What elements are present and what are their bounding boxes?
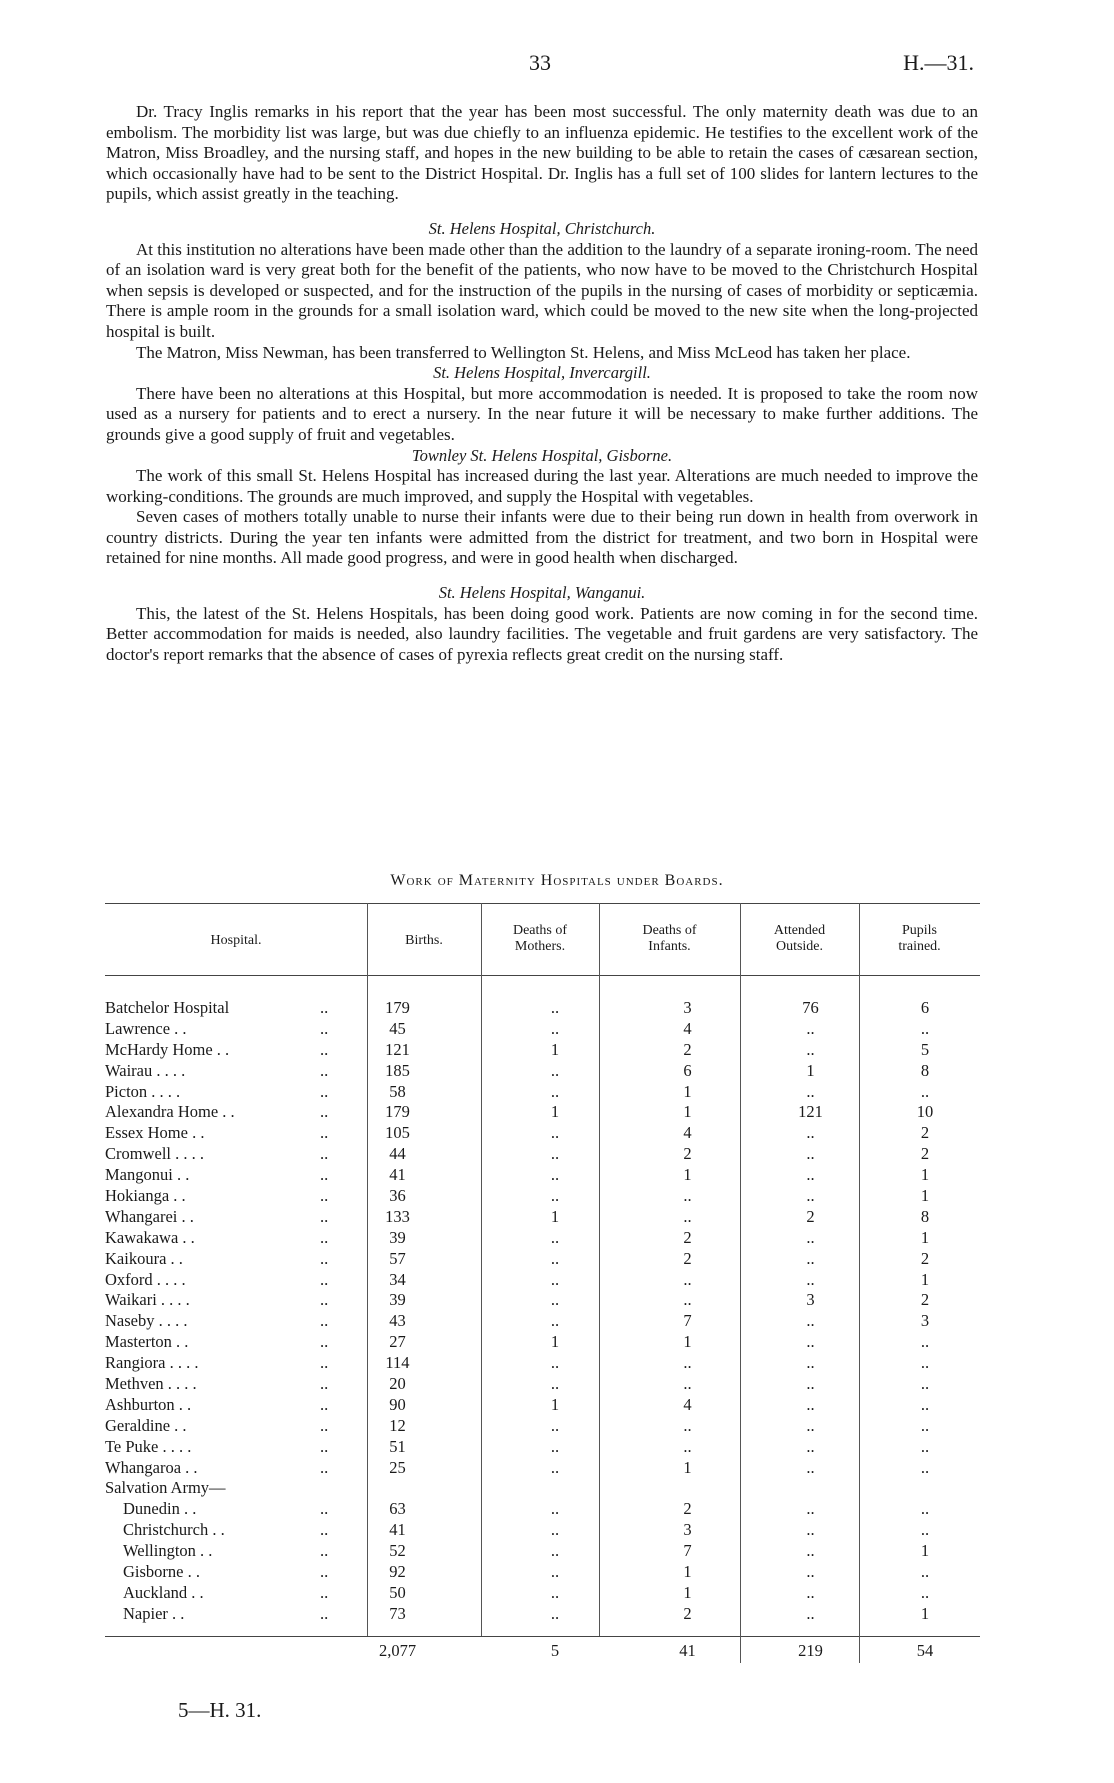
cell-deaths-mothers: 1 — [550, 1332, 560, 1352]
cell-pupils-trained: .. — [920, 1582, 930, 1602]
row-leader-dots: .. — [320, 1227, 329, 1247]
table-row — [105, 1458, 980, 1479]
cell-attended-outside: .. — [806, 1436, 815, 1456]
cell-attended-outside: .. — [806, 1081, 815, 1101]
document-code: H.—31. — [903, 50, 974, 75]
cell-pupils-trained: 1 — [920, 1227, 930, 1247]
cell-deaths-mothers: .. — [550, 1018, 560, 1038]
cell-births: 45 — [389, 1018, 406, 1038]
cell-attended-outside: 3 — [806, 1290, 815, 1310]
table-title: Work of Maternity Hospitals under Boards. — [390, 872, 724, 889]
cell-hospital-name: Salvation Army— — [105, 1478, 226, 1498]
total-births: 2,077 — [378, 1641, 417, 1660]
cell-pupils-trained: 1 — [920, 1186, 930, 1206]
col-header-line: Outside. — [775, 939, 824, 954]
cell-births: 12 — [389, 1415, 406, 1435]
cell-births: 179 — [385, 1102, 410, 1122]
col-header-line: Attended — [773, 923, 826, 938]
page-number: 33 — [529, 50, 551, 75]
table-row — [105, 1082, 980, 1103]
row-leader-dots: .. — [320, 1039, 329, 1059]
cell-pupils-trained: .. — [920, 1018, 930, 1038]
col-header-line: Mothers. — [514, 939, 566, 954]
cell-deaths-mothers: .. — [550, 1415, 560, 1435]
col-header-deaths-mothers — [481, 923, 599, 955]
table-body — [105, 998, 980, 1625]
cell-pupils-trained: .. — [920, 1436, 930, 1456]
cell-hospital-name: Gisborne . . — [123, 1562, 200, 1582]
cell-deaths-mothers: .. — [550, 1603, 560, 1623]
cell-pupils-trained: .. — [920, 1499, 930, 1519]
cell-pupils-trained: 1 — [920, 1541, 930, 1561]
cell-births: 92 — [389, 1562, 406, 1582]
row-leader-dots: .. — [320, 1206, 329, 1226]
cell-pupils-trained: 8 — [920, 1206, 930, 1226]
cell-deaths-infants: 4 — [683, 1394, 692, 1414]
table-row — [105, 1040, 980, 1061]
cell-hospital-name: Hokianga . . — [105, 1186, 186, 1206]
row-leader-dots: .. — [320, 1353, 329, 1373]
row-leader-dots: .. — [320, 1499, 329, 1519]
cell-attended-outside: .. — [806, 1165, 815, 1185]
table-row — [105, 1395, 980, 1416]
cell-hospital-name: Whangarei . . — [105, 1206, 194, 1226]
table-row — [105, 1499, 980, 1520]
cell-attended-outside: 121 — [798, 1102, 823, 1122]
cell-hospital-name: McHardy Home . . — [105, 1039, 230, 1059]
row-leader-dots: .. — [320, 1562, 329, 1582]
cell-attended-outside: .. — [806, 1457, 815, 1477]
cell-pupils-trained: 2 — [920, 1248, 930, 1268]
paragraph-christchurch-matron: The Matron, Miss Newman, has been transferred to Wellington St. Helens, and Miss McLeod has taken her place. — [136, 342, 911, 362]
cell-pupils-trained: 1 — [920, 1269, 930, 1289]
cell-attended-outside: .. — [806, 1394, 815, 1414]
cell-hospital-name: Napier . . — [123, 1603, 185, 1623]
table-row — [105, 1207, 980, 1228]
cell-births: 57 — [389, 1248, 406, 1268]
table-row — [105, 1290, 980, 1311]
cell-deaths-mothers: .. — [550, 1582, 560, 1602]
table-row — [105, 1144, 980, 1165]
cell-deaths-mothers: .. — [550, 1520, 560, 1540]
cell-attended-outside: 76 — [802, 998, 819, 1017]
cell-deaths-infants: 1 — [683, 1332, 692, 1352]
cell-deaths-mothers: .. — [550, 1123, 560, 1143]
heading-christchurch: St. Helens Hospital, Christchurch. — [428, 218, 656, 238]
cell-attended-outside: .. — [806, 1562, 815, 1582]
cell-pupils-trained: 6 — [920, 998, 930, 1017]
table-row — [105, 1604, 980, 1625]
cell-deaths-mothers: .. — [550, 1227, 560, 1247]
row-leader-dots: .. — [320, 1102, 329, 1122]
cell-births: 25 — [389, 1457, 406, 1477]
cell-pupils-trained: .. — [920, 1520, 930, 1540]
cell-hospital-name: Auckland . . — [123, 1582, 204, 1602]
cell-pupils-trained: .. — [920, 1081, 930, 1101]
paragraph-wanganui: This, the latest of the St. Helens Hospitals, has been doing good work. Patients are now coming in for the second time. Better accommodation for maids is needed, also laundry facilities. The vegetable and fruit gardens are very satisfactory. The doctor's report remarks that the absence of cases of pyrexia reflects great credit on the nursing staff. — [106, 603, 978, 664]
cell-deaths-mothers: .. — [550, 998, 560, 1017]
cell-attended-outside: .. — [806, 1374, 815, 1394]
footer-code: 5—H. 31. — [178, 1698, 262, 1722]
cell-deaths-infants: .. — [683, 1436, 692, 1456]
row-leader-dots: .. — [320, 1415, 329, 1435]
maternity-hospitals-table — [105, 903, 980, 1660]
cell-births: 90 — [389, 1394, 406, 1414]
cell-attended-outside: .. — [806, 1541, 815, 1561]
cell-births: 41 — [389, 1520, 406, 1540]
page-header — [0, 50, 1114, 80]
cell-deaths-infants: .. — [683, 1353, 692, 1373]
cell-hospital-name: Whangaroa . . — [105, 1457, 198, 1477]
cell-births: 34 — [389, 1269, 406, 1289]
cell-births: 133 — [385, 1206, 410, 1226]
cell-births: 114 — [385, 1353, 410, 1373]
col-header-line: trained. — [898, 939, 941, 954]
cell-births: 36 — [389, 1186, 406, 1206]
col-header-line: Deaths of — [512, 923, 568, 938]
cell-deaths-infants: 2 — [683, 1248, 692, 1268]
paragraph-invercargill: There have been no alterations at this Hospital, but more accommodation is needed. It is proposed to take the room now used as a nursery for patients and to erect a nursery. In the near future it will be necessary to make further additions. The grounds give a good supply of fruit and vegetables. — [106, 383, 978, 444]
table-row — [105, 1332, 980, 1353]
cell-hospital-name: Wellington . . — [123, 1541, 213, 1561]
cell-deaths-infants: 2 — [683, 1227, 692, 1247]
table-row — [105, 1061, 980, 1082]
cell-attended-outside: .. — [806, 1248, 815, 1268]
cell-deaths-infants: .. — [683, 1206, 692, 1226]
cell-births: 43 — [389, 1311, 406, 1331]
cell-births: 179 — [385, 998, 410, 1017]
cell-attended-outside: .. — [806, 1018, 815, 1038]
cell-pupils-trained: 3 — [920, 1311, 930, 1331]
heading-invercargill: St. Helens Hospital, Invercargill. — [433, 363, 651, 383]
cell-births: 39 — [389, 1227, 406, 1247]
cell-pupils-trained: 10 — [916, 1102, 934, 1122]
row-leader-dots: .. — [320, 998, 329, 1017]
cell-pupils-trained: .. — [920, 1457, 930, 1477]
cell-deaths-mothers: .. — [550, 1269, 560, 1289]
cell-pupils-trained: 1 — [920, 1603, 930, 1623]
cell-births: 73 — [389, 1603, 406, 1623]
cell-pupils-trained: .. — [920, 1374, 930, 1394]
cell-deaths-infants: 2 — [683, 1039, 692, 1059]
cell-deaths-mothers: .. — [550, 1081, 560, 1101]
cell-deaths-infants: 6 — [683, 1060, 692, 1080]
paragraph-gisborne-work: The work of this small St. Helens Hospital has increased during the last year. Alterations are much needed to improve the working-conditions. The grounds are much improved, and supply the Hospital with vegetables. — [106, 466, 978, 506]
cell-births: 50 — [389, 1582, 406, 1602]
col-header-attended-outside — [740, 923, 859, 955]
paragraph-christchurch-alterations: At this institution no alterations have been made other than the addition to the laundry of a separate ironing-room. The need of an isolation ward is very great both for the benefit of the patients, who now have to be moved to the Christchurch Hospital when sepsis is developed or suspected, and for the instruction of the pupils in the nursing of cases of morbidity or septicæmia. There is ample room in the grounds for a small isolation ward, which could be moved to the new site when the long-projected hospital is built. — [106, 239, 978, 341]
cell-hospital-name: Essex Home . . — [105, 1123, 205, 1143]
cell-attended-outside: .. — [806, 1499, 815, 1519]
cell-births: 52 — [389, 1541, 406, 1561]
cell-pupils-trained: .. — [920, 1332, 930, 1352]
cell-deaths-mothers: .. — [550, 1186, 560, 1206]
report-body — [106, 102, 978, 665]
heading-gisborne: Townley St. Helens Hospital, Gisborne. — [411, 445, 673, 465]
cell-births: 20 — [389, 1374, 406, 1394]
row-leader-dots: .. — [320, 1332, 329, 1352]
cell-births: 63 — [389, 1499, 406, 1519]
row-leader-dots: .. — [320, 1123, 329, 1143]
totals-row — [105, 1641, 980, 1665]
table-row — [105, 1478, 980, 1499]
cell-hospital-name: Alexandra Home . . — [105, 1102, 235, 1122]
cell-deaths-infants: 7 — [683, 1541, 692, 1561]
table-row — [105, 1102, 980, 1123]
cell-hospital-name: Mangonui . . — [105, 1165, 190, 1185]
row-leader-dots: .. — [320, 1457, 329, 1477]
cell-hospital-name: Ashburton . . — [105, 1394, 192, 1414]
cell-deaths-mothers: 1 — [550, 1206, 560, 1226]
row-leader-dots: .. — [320, 1081, 329, 1101]
table-row — [105, 1123, 980, 1144]
cell-births: 58 — [389, 1081, 406, 1101]
paragraph-gisborne-cases: Seven cases of mothers totally unable to nurse their infants were due to their being run down in health from overwork in country districts. During the year ten infants were admitted from the district for treatment, and two born in Hospital were retained for nine months. All made good progress, and were in good health when discharged. — [106, 507, 978, 568]
row-leader-dots: .. — [320, 1436, 329, 1456]
cell-pupils-trained: 2 — [920, 1290, 930, 1310]
cell-deaths-infants: .. — [683, 1415, 692, 1435]
cell-births: 39 — [389, 1290, 406, 1310]
cell-deaths-infants: 3 — [683, 998, 692, 1017]
cell-attended-outside: .. — [806, 1123, 815, 1143]
cell-deaths-mothers: .. — [550, 1541, 560, 1561]
cell-deaths-infants: 2 — [683, 1603, 692, 1623]
cell-deaths-mothers: .. — [550, 1374, 560, 1394]
cell-births: 185 — [385, 1060, 410, 1080]
cell-hospital-name: Christchurch . . — [123, 1520, 225, 1540]
table-row — [105, 1165, 980, 1186]
row-leader-dots: .. — [320, 1248, 329, 1268]
cell-hospital-name: Methven . . . . — [105, 1374, 197, 1394]
cell-attended-outside: .. — [806, 1227, 815, 1247]
col-header-births: Births. — [405, 933, 443, 948]
cell-hospital-name: Wairau . . . . — [105, 1060, 186, 1080]
cell-pupils-trained: 2 — [920, 1144, 930, 1164]
table-row — [105, 1520, 980, 1541]
total-deaths-infants: 41 — [679, 1641, 696, 1660]
cell-attended-outside: .. — [806, 1520, 815, 1540]
cell-deaths-mothers: .. — [550, 1165, 560, 1185]
cell-hospital-name: Batchelor Hospital — [105, 998, 230, 1017]
paragraph-inglis-report: Dr. Tracy Inglis remarks in his report that the year has been most successful. The only maternity death was due to an embolism. The morbidity list was large, but was due chiefly to an influenza epidemic. He testifies to the excellent work of the Matron, Miss Broadley, and the nursing staff, and hopes in the new building to be able to retain the cases of cæsarean section, which occasionally have had to be sent to the District Hospital. Dr. Inglis has a full set of 100 slides for lantern lectures to the pupils, which assist greatly in the teaching. — [106, 102, 978, 204]
cell-hospital-name: Picton . . . . — [105, 1081, 181, 1101]
cell-hospital-name: Dunedin . . — [123, 1499, 197, 1519]
cell-deaths-mothers: .. — [550, 1144, 560, 1164]
table-row — [105, 1270, 980, 1291]
table-row — [105, 1249, 980, 1270]
total-attended-outside: 219 — [798, 1641, 823, 1660]
row-leader-dots: .. — [320, 1394, 329, 1414]
cell-deaths-mothers: .. — [550, 1457, 560, 1477]
cell-attended-outside: .. — [806, 1144, 815, 1164]
cell-deaths-mothers: .. — [550, 1290, 560, 1310]
cell-births: 51 — [389, 1436, 406, 1456]
cell-deaths-infants: .. — [683, 1374, 692, 1394]
cell-births: 27 — [389, 1332, 406, 1352]
cell-deaths-mothers: .. — [550, 1436, 560, 1456]
col-header-pupils-trained — [859, 923, 980, 955]
cell-deaths-mothers: .. — [550, 1353, 560, 1373]
col-header-hospital: Hospital. — [210, 933, 262, 948]
cell-attended-outside: 2 — [806, 1206, 815, 1226]
cell-deaths-infants: 1 — [683, 1165, 692, 1185]
cell-pupils-trained: .. — [920, 1562, 930, 1582]
table-row — [105, 1583, 980, 1604]
cell-pupils-trained: 8 — [920, 1060, 930, 1080]
cell-births: 44 — [389, 1144, 406, 1164]
cell-births: 41 — [389, 1165, 406, 1185]
cell-attended-outside: .. — [806, 1269, 815, 1289]
cell-hospital-name: Masterton . . — [105, 1332, 189, 1352]
cell-deaths-infants: 1 — [683, 1582, 692, 1602]
cell-deaths-infants: 1 — [683, 1081, 692, 1101]
table-row — [105, 1228, 980, 1249]
cell-deaths-mothers: .. — [550, 1060, 560, 1080]
table-row — [105, 1353, 980, 1374]
cell-attended-outside: .. — [806, 1353, 815, 1373]
row-leader-dots: .. — [320, 1186, 329, 1206]
row-leader-dots: .. — [320, 1541, 329, 1561]
cell-attended-outside: .. — [806, 1603, 815, 1623]
cell-deaths-infants: 3 — [683, 1520, 692, 1540]
cell-deaths-mothers: .. — [550, 1248, 560, 1268]
cell-deaths-infants: 4 — [683, 1123, 692, 1143]
cell-pupils-trained: .. — [920, 1394, 930, 1414]
cell-pupils-trained: 5 — [920, 1039, 930, 1059]
row-leader-dots: .. — [320, 1144, 329, 1164]
cell-deaths-infants: 1 — [683, 1457, 692, 1477]
cell-attended-outside: .. — [806, 1332, 815, 1352]
table-row — [105, 1186, 980, 1207]
cell-hospital-name: Te Puke . . . . — [105, 1436, 192, 1456]
row-leader-dots: .. — [320, 1018, 329, 1038]
heading-wanganui: St. Helens Hospital, Wanganui. — [438, 583, 646, 603]
table-row — [105, 1437, 980, 1458]
table-row — [105, 1019, 980, 1040]
cell-hospital-name: Waikari . . . . — [105, 1290, 190, 1310]
row-leader-dots: .. — [320, 1582, 329, 1602]
cell-deaths-infants: 4 — [683, 1018, 692, 1038]
cell-deaths-mothers: 1 — [550, 1394, 560, 1414]
cell-pupils-trained: 1 — [920, 1165, 930, 1185]
totals-top-rule — [105, 1636, 980, 1637]
table-row — [105, 1541, 980, 1562]
cell-attended-outside: .. — [806, 1311, 815, 1331]
cell-hospital-name: Lawrence . . — [105, 1018, 187, 1038]
cell-deaths-infants: 1 — [683, 1562, 692, 1582]
table-row — [105, 998, 980, 1019]
col-header-line: Infants. — [648, 939, 691, 954]
cell-deaths-mothers: .. — [550, 1499, 560, 1519]
cell-pupils-trained: .. — [920, 1353, 930, 1373]
cell-deaths-infants: 7 — [683, 1311, 692, 1331]
col-header-deaths-infants — [599, 923, 740, 955]
cell-attended-outside: .. — [806, 1186, 815, 1206]
cell-deaths-infants: 1 — [683, 1102, 692, 1122]
cell-births: 105 — [385, 1123, 410, 1143]
table-row — [105, 1311, 980, 1332]
total-pupils-trained: 54 — [916, 1641, 934, 1660]
table-row — [105, 1374, 980, 1395]
cell-hospital-name: Cromwell . . . . — [105, 1144, 204, 1164]
cell-attended-outside: .. — [806, 1415, 815, 1435]
header-bottom-rule — [105, 975, 980, 976]
cell-hospital-name: Rangiora . . . . — [105, 1353, 199, 1373]
cell-births: 121 — [385, 1039, 410, 1059]
row-leader-dots: .. — [320, 1311, 329, 1331]
row-leader-dots: .. — [320, 1603, 329, 1623]
cell-attended-outside: 1 — [806, 1060, 815, 1080]
total-deaths-mothers: 5 — [550, 1641, 560, 1660]
cell-deaths-mothers: .. — [550, 1562, 560, 1582]
row-leader-dots: .. — [320, 1165, 329, 1185]
cell-hospital-name: Oxford . . . . — [105, 1269, 186, 1289]
cell-hospital-name: Naseby . . . . — [105, 1311, 188, 1331]
cell-deaths-mothers: .. — [550, 1311, 560, 1331]
cell-hospital-name: Geraldine . . — [105, 1415, 187, 1435]
cell-deaths-infants: .. — [683, 1290, 692, 1310]
cell-pupils-trained: .. — [920, 1415, 930, 1435]
cell-hospital-name: Kawakawa . . — [105, 1227, 195, 1247]
table-row — [105, 1562, 980, 1583]
cell-hospital-name: Kaikoura . . — [105, 1248, 183, 1268]
cell-pupils-trained: 2 — [920, 1123, 930, 1143]
cell-deaths-infants: .. — [683, 1186, 692, 1206]
row-leader-dots: .. — [320, 1269, 329, 1289]
row-leader-dots: .. — [320, 1290, 329, 1310]
col-header-line: Deaths of — [642, 923, 697, 938]
table-row — [105, 1416, 980, 1437]
cell-deaths-infants: 2 — [683, 1144, 692, 1164]
cell-deaths-mothers: 1 — [550, 1102, 560, 1122]
cell-deaths-infants: 2 — [683, 1499, 692, 1519]
row-leader-dots: .. — [320, 1060, 329, 1080]
cell-deaths-mothers: 1 — [550, 1039, 560, 1059]
col-header-line: Pupils — [901, 923, 937, 938]
cell-attended-outside: .. — [806, 1582, 815, 1602]
table-top-rule — [105, 903, 980, 904]
cell-deaths-infants: .. — [683, 1269, 692, 1289]
row-leader-dots: .. — [320, 1374, 329, 1394]
cell-attended-outside: .. — [806, 1039, 815, 1059]
row-leader-dots: .. — [320, 1520, 329, 1540]
